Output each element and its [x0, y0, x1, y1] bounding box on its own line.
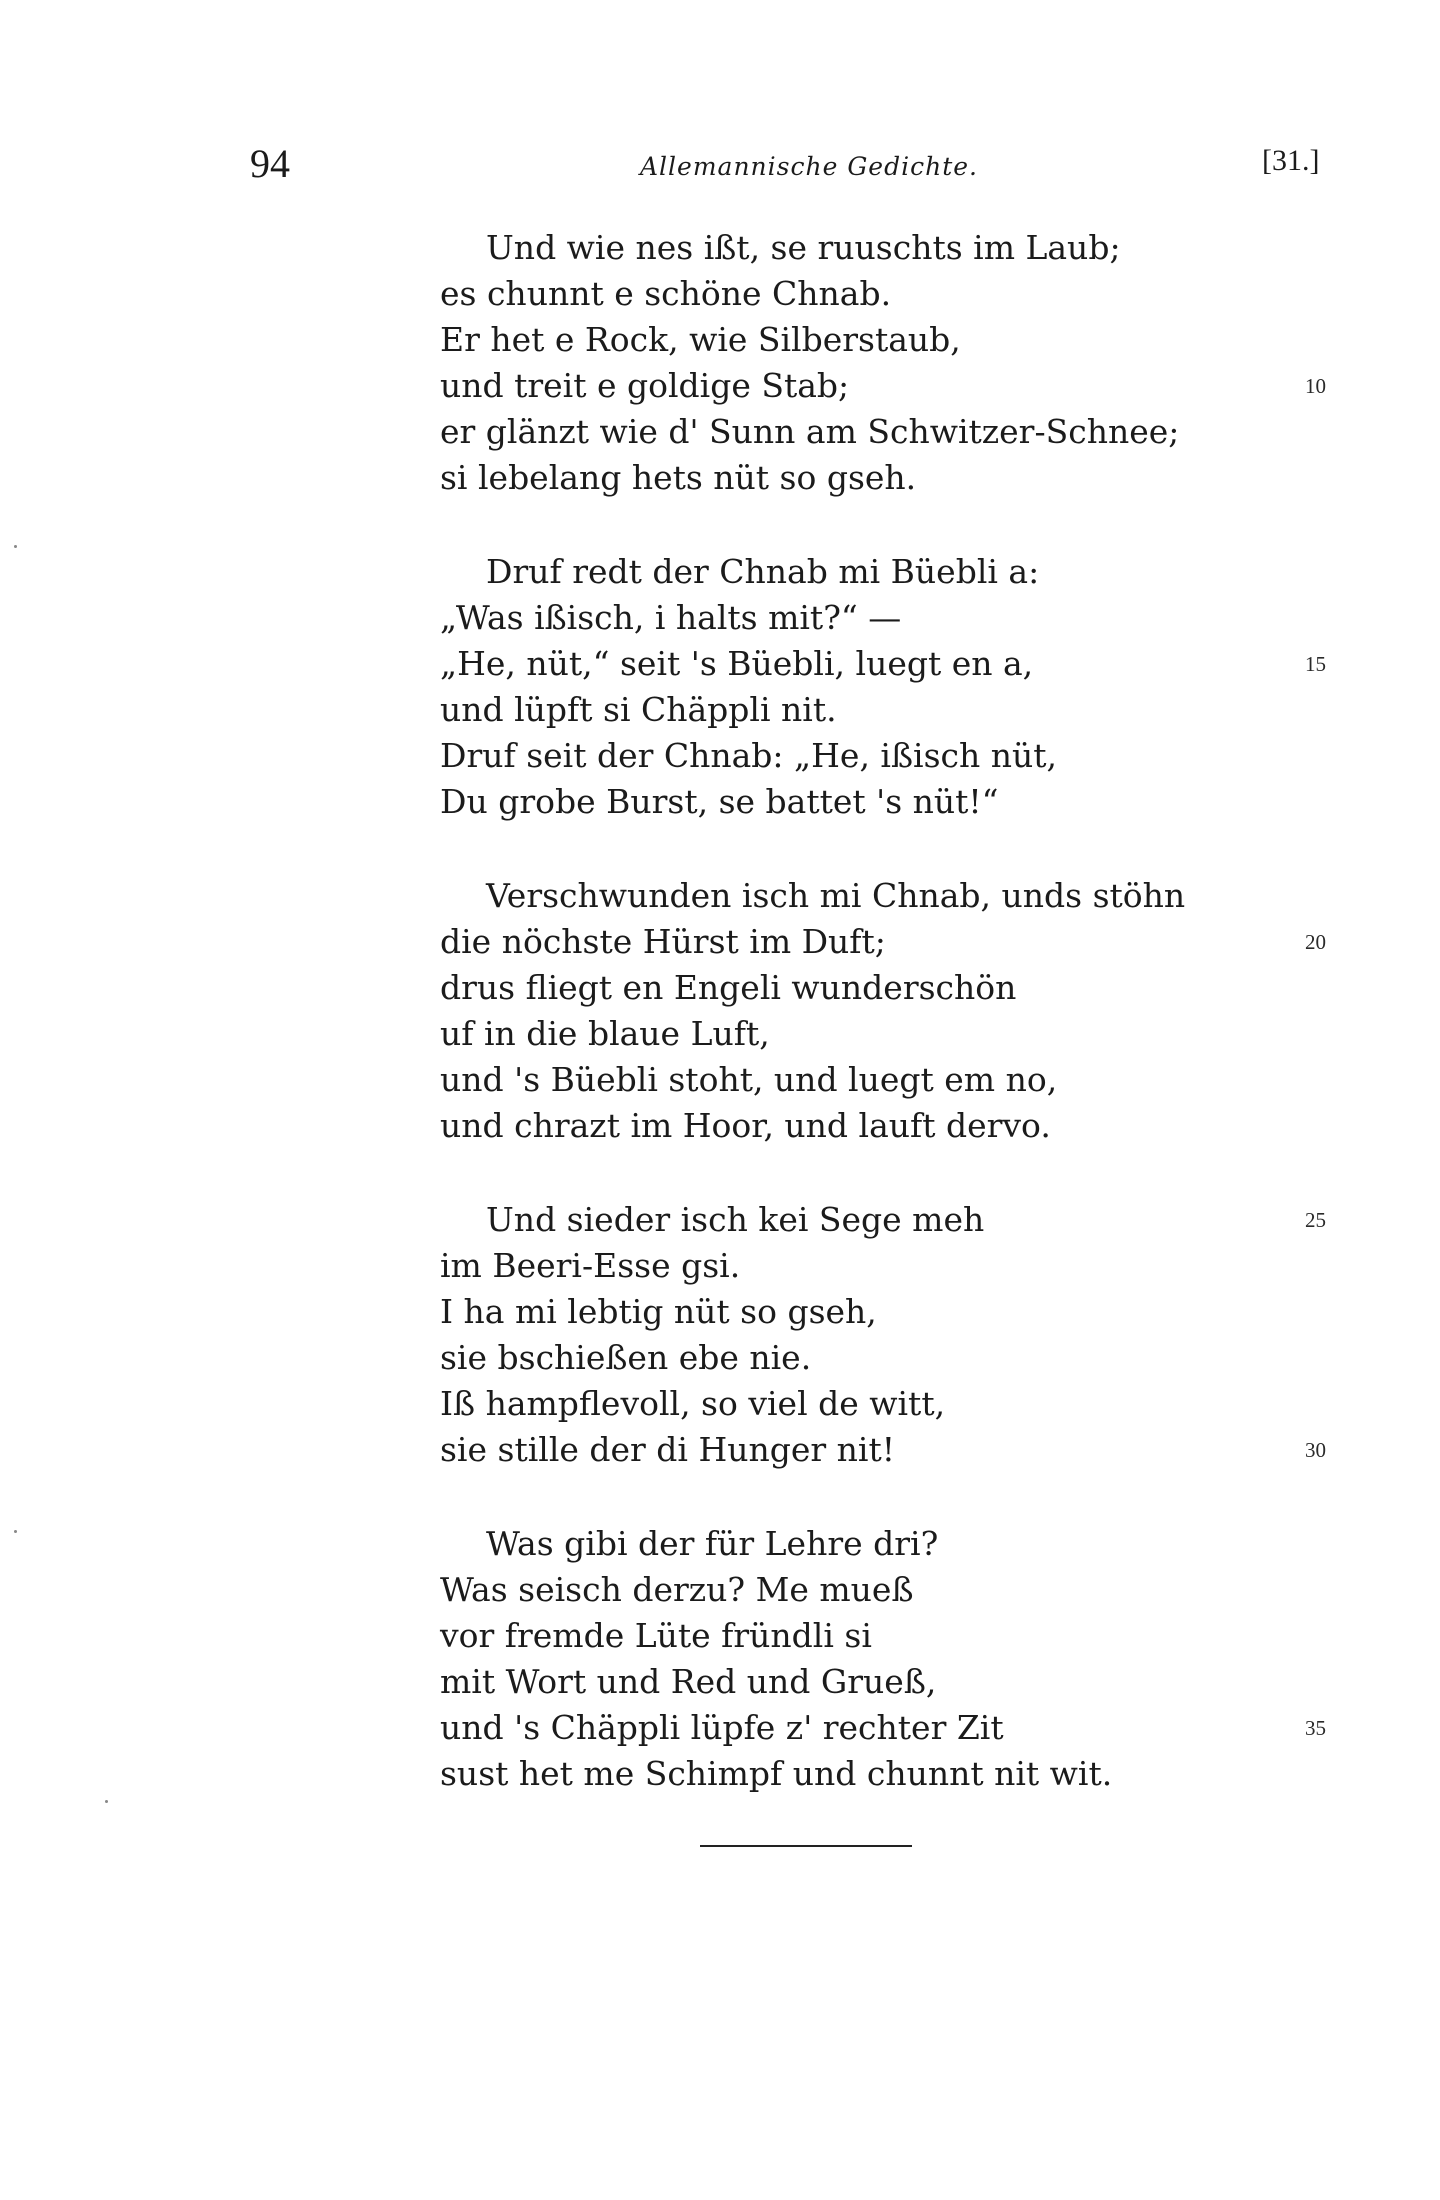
poem-line — [440, 733, 1300, 779]
poem-line — [440, 549, 1300, 595]
poem-line — [440, 687, 1300, 733]
poem-line-text: und 's Büebli stoht, und luegt em no, — [440, 1060, 1058, 1099]
poem-line — [440, 271, 1300, 317]
poem-line-text: „Was ißisch, i halts mit?“ — — [440, 598, 902, 637]
stanza — [440, 225, 1326, 501]
poem-line — [440, 1243, 1300, 1289]
poem-line-text: Und wie nes ißt, se ruuschts im Laub; — [486, 228, 1121, 267]
poem-line — [440, 225, 1300, 271]
poem — [440, 225, 1326, 1845]
poem-line-text: und lüpft si Chäppli nit. — [440, 690, 837, 729]
poem-line — [440, 1521, 1300, 1567]
end-rule — [700, 1845, 912, 1847]
stanza — [440, 1521, 1326, 1797]
poem-line-text: im Beeri-Esse gsi. — [440, 1246, 741, 1285]
poem-line-text: I ha mi lebtig nüt so gseh, — [440, 1292, 877, 1331]
poem-line-text: Und sieder isch kei Sege meh — [486, 1200, 985, 1239]
poem-line-text: sie stille der di Hunger nit! — [440, 1430, 896, 1469]
scan-speck — [105, 1800, 108, 1803]
poem-line-text: Iß hampflevoll, so viel de witt, — [440, 1384, 946, 1423]
poem-line — [440, 1705, 1326, 1751]
signature-mark: [31.] — [1262, 144, 1320, 177]
poem-line — [440, 1011, 1300, 1057]
poem-line — [440, 641, 1326, 687]
poem-line — [440, 1289, 1300, 1335]
poem-line — [440, 1197, 1326, 1243]
line-number: 10 — [1305, 374, 1326, 398]
poem-line — [440, 779, 1300, 825]
poem-line — [440, 363, 1326, 409]
page-header — [0, 140, 1440, 200]
poem-line-text: und 's Chäppli lüpfe z' rechter Zit — [440, 1708, 1004, 1747]
stanza — [440, 873, 1326, 1149]
poem-line-text: drus fliegt en Engeli wunderschön — [440, 968, 1017, 1007]
line-number: 30 — [1305, 1438, 1326, 1462]
poem-line-text: Druf seit der Chnab: „He, ißisch nüt, — [440, 736, 1057, 775]
poem-line-text: Was gibi der für Lehre dri? — [486, 1524, 939, 1563]
poem-line-text: Druf redt der Chnab mi Büebli a: — [486, 552, 1040, 591]
poem-line — [440, 1103, 1300, 1149]
poem-line — [440, 873, 1300, 919]
poem-line-text: mit Wort und Red und Grueß, — [440, 1662, 937, 1701]
poem-line — [440, 1613, 1300, 1659]
poem-line-text: vor fremde Lüte fründli si — [440, 1616, 872, 1655]
poem-line — [440, 1659, 1300, 1705]
poem-line-text: uf in die blaue Luft, — [440, 1014, 770, 1053]
poem-line — [440, 317, 1300, 363]
poem-line — [440, 1381, 1300, 1427]
stanza — [440, 549, 1326, 825]
page-number: 94 — [250, 141, 290, 186]
poem-line — [440, 1335, 1300, 1381]
poem-line — [440, 965, 1300, 1011]
line-number: 35 — [1305, 1716, 1326, 1740]
poem-line-text: si lebelang hets nüt so gseh. — [440, 458, 917, 497]
line-number: 25 — [1305, 1208, 1326, 1232]
poem-line — [440, 595, 1300, 641]
poem-line-text: er glänzt wie d' Sunn am Schwitzer-Schnee; — [440, 412, 1180, 451]
poem-line-text: Du grobe Burst, se battet 's nüt!“ — [440, 782, 999, 821]
poem-line — [440, 1427, 1326, 1473]
poem-line — [440, 409, 1300, 455]
poem-line-text: Er het e Rock, wie Silberstaub, — [440, 320, 961, 359]
poem-line-text: und chrazt im Hoor, und lauft dervo. — [440, 1106, 1051, 1145]
poem-line-text: Verschwunden isch mi Chnab, unds stöhn — [486, 876, 1186, 915]
poem-line — [440, 919, 1326, 965]
scan-speck — [14, 1530, 17, 1533]
poem-line-text: sie bschießen ebe nie. — [440, 1338, 812, 1377]
poem-line — [440, 1057, 1300, 1103]
poem-line-text: die nöchste Hürst im Duft; — [440, 922, 886, 961]
poem-line-text: „He, nüt,“ seit 's Büebli, luegt en a, — [440, 644, 1034, 683]
scan-speck — [14, 545, 17, 548]
poem-line — [440, 455, 1300, 501]
line-number: 15 — [1305, 652, 1326, 676]
poem-line-text: sust het me Schimpf und chunnt nit wit. — [440, 1754, 1113, 1793]
poem-line-text: Was seisch derzu? Me mueß — [440, 1570, 914, 1609]
running-title: Allemannische Gedichte. — [640, 152, 978, 181]
poem-line — [440, 1567, 1300, 1613]
line-number: 20 — [1305, 930, 1326, 954]
poem-line — [440, 1751, 1300, 1797]
poem-line-text: und treit e goldige Stab; — [440, 366, 850, 405]
stanza — [440, 1197, 1326, 1473]
poem-line-text: es chunnt e schöne Chnab. — [440, 274, 892, 313]
